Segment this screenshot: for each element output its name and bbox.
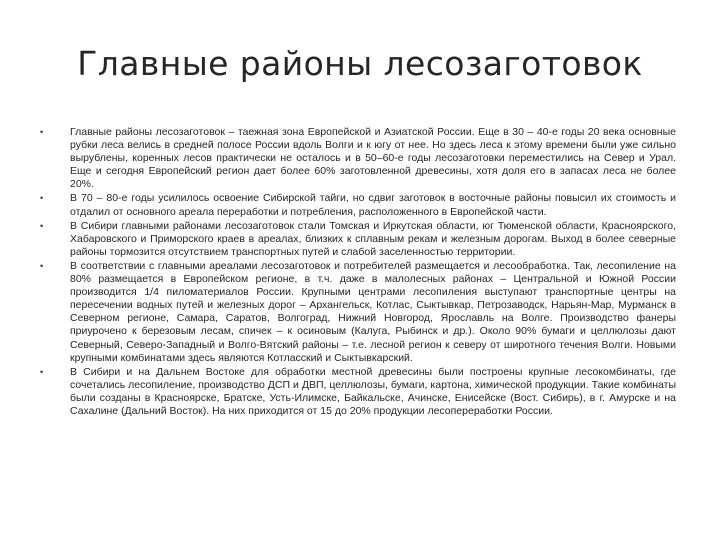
bullet-icon: •: [40, 260, 44, 271]
bullet-text: В 70 – 80-е годы усилилось освоение Сибирской тайги, но сдвиг заготовок в восточные районы повысил их стоимость и отдалил от основного ареала переработки и потребления, расположенного в Европейской части.: [70, 192, 676, 218]
bullet-list: [40, 126, 676, 418]
bullet-text: Главные районы лесозаготовок – таежная зона Европейской и Азиатской России. Еще в 30 – 40-е годы 20 века основные рубки леса велись в средней полосе России вдоль Волги и к югу от нее. Но здесь леса к этому времени были уже сильно вырублены, коренных лесов практически не осталось и в 50–60-е годы лесозаготовки переместились на Север и Урал. Еще и сегодня Европейский регион дает более 60% заготовленной древесины, хотя доля его в запасах леса не более 20%.: [70, 126, 676, 191]
bullet-text: В Сибири главными районами лесозаготовок стали Томская и Иркутская области, юг Тюменской области, Красноярского, Хабаровского и Приморского краев в ареалах, близких к сплавным рекам и железным дорогам. Выход в более северные районы тормозится отсутствием транспортных путей и слабой заселенностью территории.: [70, 219, 676, 258]
bullet-item: [40, 366, 676, 418]
bullet-icon: •: [40, 193, 44, 204]
bullet-item: [40, 126, 676, 191]
bullet-text: В соответствии с главными ареалами лесозаготовок и потребителей размещается и лесообработка. Так, лесопиление на 80% размещается в Европейском регионе, в т.ч. даже в малолесных районах – Центральной и Южной России производится 1/4 пиломатериалов России. Крупными центрами лесопиления выступают транспортные центры на пересечении водных путей и железных дорог – Архангельск, Котлас, Сыктывкар, Петрозаводск, Нарьян-Мар, Мурманск в Северном регионе, Самара, Саратов, Волгоград, Нижний Новгород, Ярославль на Волге. Производство фанеры приурочено к березовым лесам, спичек – к осиновым (Калуга, Рыбинск и др.). Около 90% бумаги и целлюлозы дают Северный, Северо-Западный и Волго-Вятский районы – т.е. лесной регион к северу от широтного течения Волги. Новыми крупными комбинатами здесь являются Котласский и Сыктывкарский.: [70, 259, 676, 364]
bullet-icon: •: [40, 127, 44, 137]
slide-title: Главные районы лесозаготовок: [77, 44, 643, 83]
bullet-item: [40, 260, 676, 365]
bullet-icon: •: [40, 366, 44, 377]
bullet-item: [40, 220, 676, 259]
bullet-item: [40, 192, 676, 218]
bullet-text: В Сибири и на Дальнем Востоке для обработки местной древесины были построены крупные лесокомбинаты, где сочетались лесопиление, производство ДСП и ДВП, целлюлозы, бумаги, картона, химической продукции. Такие комбинаты были созданы в Красноярске, Братске, Усть-Илимске, Байкальске, Ачинске, Енисейске (Вост. Сибирь), в г. Амурске и на Сахалине (Дальний Восток). На них приходится от 15 до 20% продукции лесопереработки России.: [70, 365, 676, 417]
bullet-icon: •: [40, 220, 44, 231]
